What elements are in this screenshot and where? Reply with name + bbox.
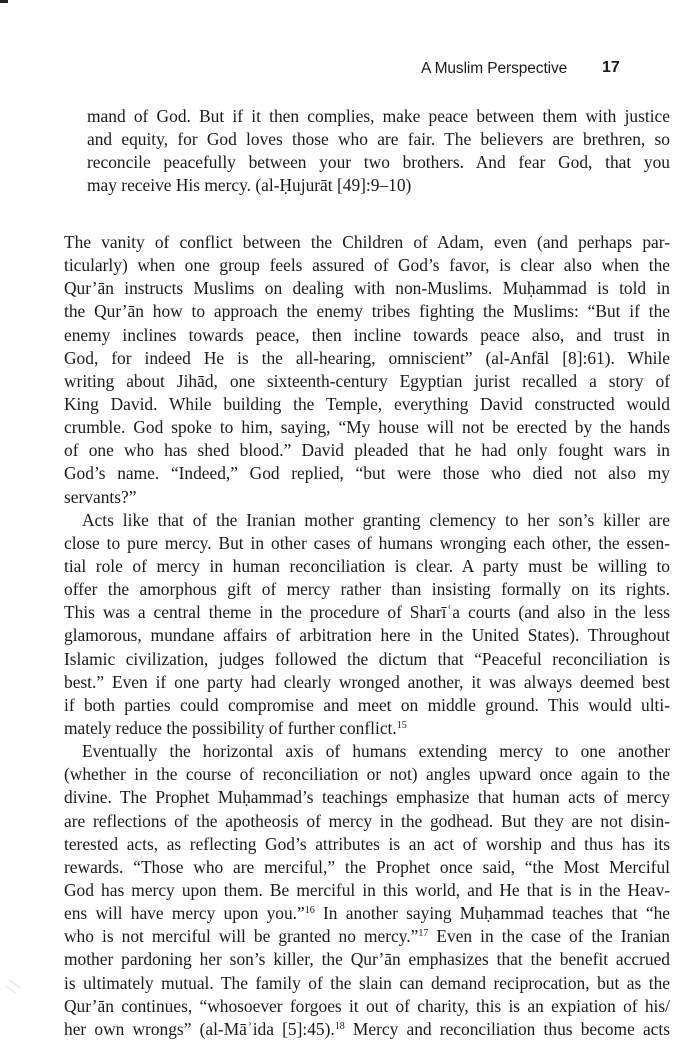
text-line: crumble. God spoke to him, saying, “My house will not be erected by the hands bbox=[64, 417, 670, 438]
text-line: servants?” bbox=[64, 486, 137, 507]
text-line: The vanity of conflict between the Children of Adam, even (and perhaps par- bbox=[64, 232, 670, 252]
text-line bbox=[64, 1018, 670, 1041]
quote-line: and equity, for God loves those who are fair. The believers are brethren, so bbox=[87, 129, 670, 150]
text-line: (whether in the course of reconciliation or not) angles upward once again to the bbox=[64, 764, 670, 785]
text-line: God, for indeed He is the all-hearing, omniscient” (al-Anfāl [8]:61). While bbox=[64, 347, 670, 368]
text-line bbox=[64, 902, 670, 925]
footnote-ref-18[interactable]: 18 bbox=[334, 1020, 345, 1032]
text-line: This was a central theme in the procedure of Sharīʿa courts (and also in the less bbox=[64, 602, 670, 623]
text-line: God has mercy upon them. Be merciful in this world, and He that is in the Heav- bbox=[64, 879, 670, 900]
scan-corner-artifact bbox=[0, 0, 8, 3]
text-line: glamorous, mundane affairs of arbitration here in the United States). Throughout bbox=[64, 625, 670, 646]
text-line: the Qur’ān how to approach the enemy tribes fighting the Muslims: “But if the bbox=[64, 301, 670, 322]
text-line: enemy inclines towards peace, then incline towards peace also, and trust in bbox=[64, 324, 670, 345]
text-run: her own wrongs” (al-Māʾida [5]:45). bbox=[64, 1018, 335, 1039]
text-line: Eventually the horizontal axis of humans extending mercy to one another bbox=[82, 741, 670, 762]
text-run: Mercy and reconciliation thus become acts bbox=[344, 1018, 670, 1039]
text-line: are reflections of the apotheosis of mercy in the godhead. But they are not disin- bbox=[64, 810, 670, 831]
footnote-ref-15[interactable]: 15 bbox=[396, 719, 407, 731]
text-line: best.” Even if one party had clearly wronged another, it was always deemed best bbox=[64, 671, 670, 692]
block-quote bbox=[87, 105, 670, 198]
text-line: rewards. “Those who are merciful,” the Prophet once said, “the Most Merciful bbox=[64, 856, 670, 877]
text-run: who is not merciful will be granted no mercy.” bbox=[64, 926, 419, 947]
text-line: ticularly) when one group feels assured of God’s favor, is clear also when the bbox=[64, 255, 670, 276]
running-head-title: A Muslim Perspective bbox=[421, 60, 568, 77]
text-line bbox=[64, 717, 670, 740]
text-line: Qur’ān continues, “whosoever forgoes it out of charity, this is an expiation of his/ bbox=[64, 995, 670, 1016]
text-line: if both parties could compromise and meet on middle ground. This would ulti- bbox=[64, 694, 670, 715]
text-line: close to pure mercy. But in other cases of humans wronging each other, the essen- bbox=[64, 532, 670, 553]
quote-line: mand of God. But if it then complies, make peace between them with justice bbox=[87, 106, 670, 126]
text-run: ens will have mercy upon you.” bbox=[64, 903, 305, 924]
paragraph-3 bbox=[64, 740, 670, 1041]
text-line: God’s name. “Indeed,” God replied, “but were those who died not also my bbox=[64, 463, 670, 484]
text-line: Acts like that of the Iranian mother granting clemency to her son’s killer are bbox=[82, 509, 670, 530]
running-head bbox=[0, 58, 700, 84]
scan-smudge-artifact bbox=[5, 980, 21, 995]
text-line: writing about Jihād, one sixteenth-century Egyptian jurist recalled a story of bbox=[64, 370, 670, 391]
quote-line: may receive His mercy. (al-Ḥujurāt [49]:9–10) bbox=[87, 175, 412, 196]
text-line: mother pardoning her son’s killer, the Qur’ān emphasizes that the benefit accrued bbox=[64, 949, 670, 970]
text-line bbox=[64, 925, 670, 948]
text-line: Qur’ān instructs Muslims on dealing with non-Muslims. Muḥammad is told in bbox=[64, 278, 670, 299]
paragraph-1 bbox=[64, 231, 670, 509]
text-line: offer the amorphous gift of mercy rather than insisting formally on its rights. bbox=[64, 579, 670, 600]
quote-line: reconcile peacefully between your two brothers. And fear God, that you bbox=[87, 152, 670, 173]
text-line: Islamic civilization, judges followed the dictum that “Peaceful reconciliation is bbox=[64, 648, 670, 669]
text-line: is ultimately mutual. The family of the slain can demand reciprocation, but as the bbox=[64, 972, 670, 993]
text-run: Even in the case of the Iranian bbox=[428, 926, 670, 947]
footnote-ref-17[interactable]: 17 bbox=[418, 928, 429, 940]
paragraph-2 bbox=[64, 509, 670, 740]
text-line: of one who has shed blood.” David pleaded that he had only fought wars in bbox=[64, 440, 670, 461]
text-line: King David. While building the Temple, everything David constructed would bbox=[64, 393, 670, 414]
text-line: terested acts, as reflecting God’s attributes is an act of worship and thus has its bbox=[64, 833, 670, 854]
footnote-ref-16[interactable]: 16 bbox=[304, 905, 315, 917]
page-number: 17 bbox=[602, 59, 620, 76]
text-run: In another saying Muḥammad teaches that “he bbox=[314, 903, 670, 924]
text-run: mately reduce the possibility of further conflict. bbox=[64, 717, 397, 738]
text-line: tial role of mercy in human reconciliation is clear. A party must be willing to bbox=[64, 555, 670, 576]
body-text bbox=[64, 231, 670, 1041]
text-line: divine. The Prophet Muḥammad’s teachings emphasize that human acts of mercy bbox=[64, 787, 670, 808]
